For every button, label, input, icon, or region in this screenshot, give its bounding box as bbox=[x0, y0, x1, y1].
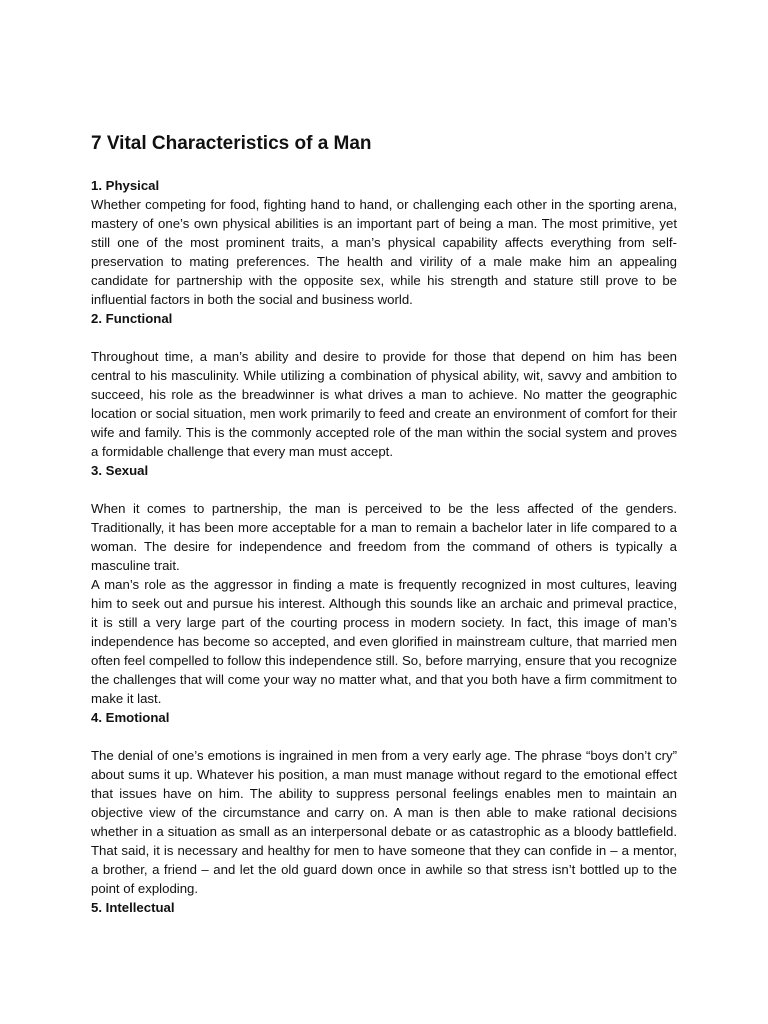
section-paragraph: A man’s role as the aggressor in finding a mate is frequently recognized in most cultures, leaving him to seek out and pursue his interest. Although this sounds like an archaic and primeval practice, it is still a very large part of the courting process in modern society. In fact, this image of man’s independence has become so accepted, and even glorified in mainstream culture, that married men often feel compelled to follow this independence still. So, before marrying, ensure that you recognize the challenges that will come your way no matter what, and that you both have a firm commitment to make it last. bbox=[91, 577, 677, 706]
paragraph-gap bbox=[91, 480, 677, 499]
paragraph-gap bbox=[91, 727, 677, 746]
section-heading: 3. Sexual bbox=[91, 463, 149, 478]
section bbox=[91, 898, 677, 917]
section-heading: 4. Emotional bbox=[91, 710, 170, 725]
section-paragraph: The denial of one’s emotions is ingrained in men from a very early age. The phrase “boys don’t cry” about sums it up. Whatever his position, a man must manage without regard to the emotional effect that issues have on him. The ability to suppress personal feelings enables men to maintain an objective view of the circumstance and carry on. A man is then able to make rational decisions whether in a situation as small as an interpersonal debate or as catastrophic as a bloody battlefield. That said, it is necessary and healthy for men to have someone that they can confide in – a mentor, a brother, a friend – and let the old guard down once in awhile so that stress isn’t bottled up to the point of exploding. bbox=[91, 748, 677, 896]
paragraph-gap bbox=[91, 328, 677, 347]
section-paragraph: When it comes to partnership, the man is perceived to be the less affected of the genders. Traditionally, it has been more acceptable for a man to remain a bachelor later in life compared to a woman. The desire for independence and freedom from the command of others is typically a masculine trait. bbox=[91, 501, 677, 573]
section-paragraph: Whether competing for food, fighting hand to hand, or challenging each other in the sporting arena, mastery of one’s own physical abilities is an important part of being a man. The most primitive, yet still one of the most prominent traits, a man’s physical capability affects everything from self-preservation to mating preferences. The health and virility of a male make him an appealing candidate for partnership with the opposite sex, while his strength and stature still prove to be influential factors in both the social and business world. bbox=[91, 197, 677, 307]
section bbox=[91, 708, 677, 898]
section-heading: 1. Physical bbox=[91, 178, 160, 193]
section-heading: 2. Functional bbox=[91, 311, 173, 326]
document-page bbox=[91, 132, 677, 917]
section bbox=[91, 176, 677, 309]
section-paragraph: Throughout time, a man’s ability and desire to provide for those that depend on him has been central to his masculinity. While utilizing a combination of physical ability, wit, savvy and ambition to succeed, his role as the breadwinner is what drives a man to achieve. No matter the geographic location or social situation, men work primarily to feed and create an environment of comfort for their wife and family. This is the commonly accepted role of the man within the social system and proves a formidable challenge that every man must accept. bbox=[91, 349, 677, 459]
section bbox=[91, 461, 677, 708]
section bbox=[91, 309, 677, 461]
section-heading: 5. Intellectual bbox=[91, 900, 175, 915]
document-body bbox=[91, 176, 677, 917]
document-title: 7 Vital Characteristics of a Man bbox=[91, 133, 372, 154]
